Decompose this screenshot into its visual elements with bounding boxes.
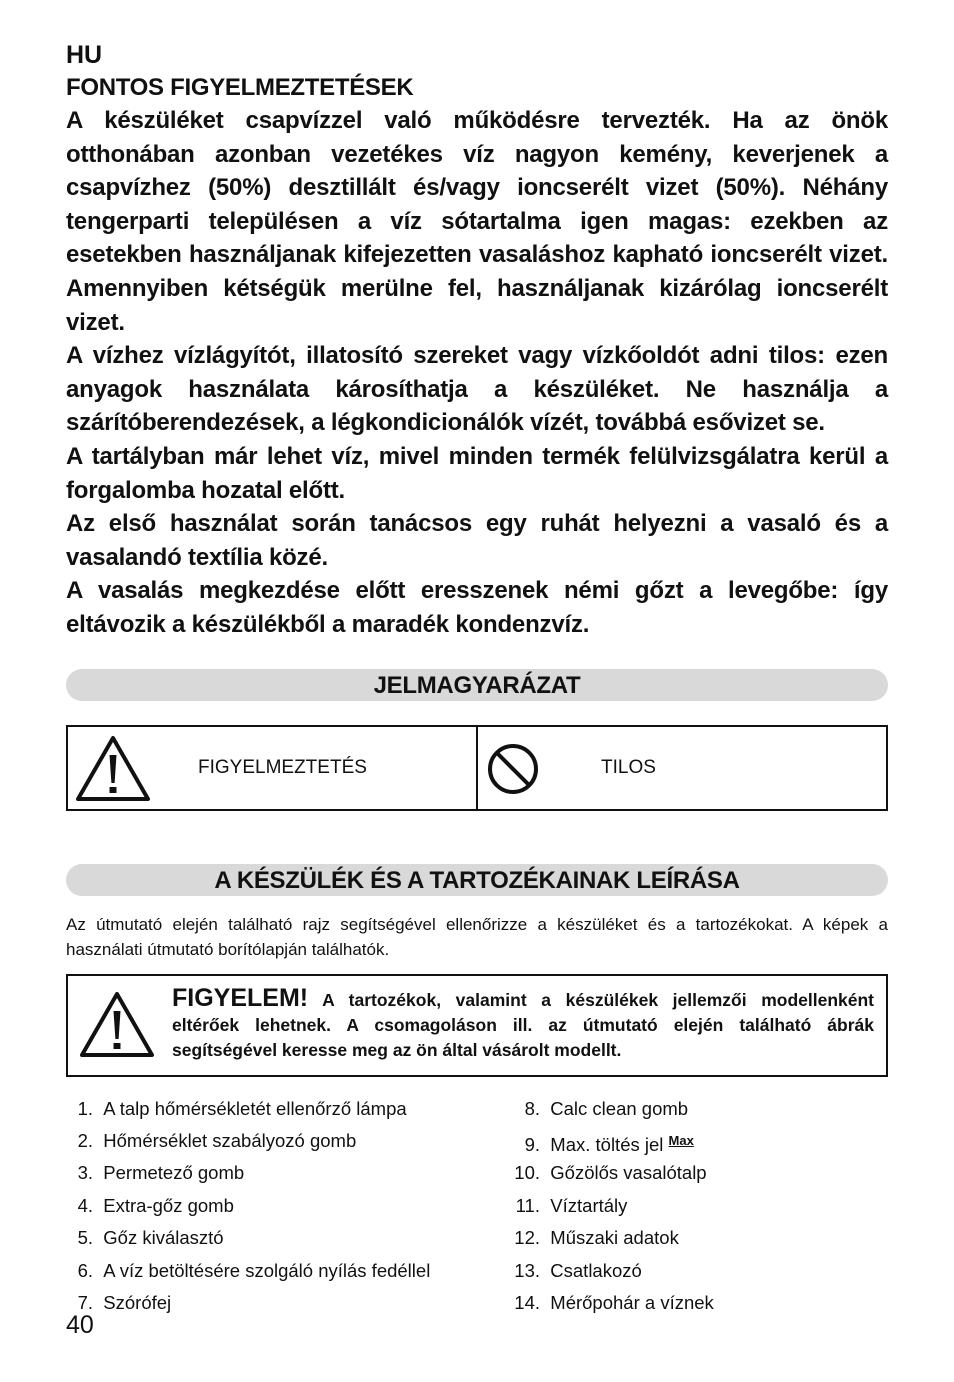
- list-item: 2. Hőmérséklet szabályozó gomb: [77, 1129, 357, 1151]
- prohibited-circle-icon: [486, 742, 540, 796]
- list-item: 1. A talp hőmérsékletét ellenőrző lámpa: [77, 1097, 407, 1119]
- list-item: 8. Calc clean gomb: [524, 1097, 689, 1119]
- list-item: 7. Szórófej: [77, 1291, 172, 1313]
- list-item: 6. A víz betöltésére szolgáló nyílás fedéllel: [77, 1259, 431, 1281]
- warning-paragraph-3: A tartályban már lehet víz, mivel minden termék felülvizsgálatra kerül a forgalomba hozatal előtt.: [66, 442, 888, 504]
- page-number: 40: [66, 1311, 94, 1339]
- list-item: 5. Gőz kiválasztó: [77, 1227, 224, 1249]
- page-content: [66, 40, 888, 1323]
- legend-heading-band: JELMAGYARÁZAT: [66, 669, 888, 701]
- parts-list: [66, 1093, 888, 1323]
- warning-paragraph-5: A vasalás megkezdése előtt eresszenek némi gőzt a levegőbe: így eltávozik a készülékből a maradék kondenzvíz.: [66, 577, 888, 638]
- legend-prohibited-label: TILOS: [601, 756, 656, 778]
- list-item: 10. Gőzölős vasalótalp: [514, 1162, 707, 1184]
- attention-title: FIGYELEM!: [172, 983, 309, 1012]
- attention-body: A tartozékok, valamint a készülékek jellemzői modellenként eltérőek lehetnek. A csomagoláson ill. az útmutató elején található ábrák segítségével keresse meg az ön által vásárolt modellt.: [172, 989, 874, 1060]
- warning-paragraph-2: A vízhez vízlágyítót, illatosító szereket vagy vízkőoldót adni tilos: ezen anyagok használata károsíthatja a készüléket. Ne használja a szárítóberendezések, a légkondicionálók vízét, továbbá esővizet se.: [66, 342, 888, 437]
- warning-paragraph-4: Az első használat során tanácsos egy ruhát helyezni a vasaló és a vasalandó textília közé.: [66, 510, 888, 571]
- description-intro: Az útmutató elején található rajz segítségével ellenőrizze a készüléket és a tartozékokat. A képek a használati útmutató borítólapján találhatók.: [66, 914, 888, 959]
- legend-warning-label: FIGYELMEZTETÉS: [198, 756, 367, 778]
- warning-triangle-icon: [78, 989, 156, 1059]
- list-item: 13. Csatlakozó: [514, 1259, 642, 1281]
- list-item: 14. Mérőpohár a víznek: [514, 1291, 714, 1313]
- language-code: HU: [66, 41, 103, 69]
- legend-table: [66, 725, 888, 811]
- legend-cell-prohibited: [476, 727, 886, 809]
- section-heading-warnings: FONTOS FIGYELMEZTETÉSEK: [66, 74, 414, 101]
- legend-cell-warning: [68, 727, 476, 809]
- warning-triangle-icon: [74, 733, 152, 803]
- warning-paragraph-1: A készüléket csapvízzel való működésre tervezték. Ha az önök otthonában azonban vezetékes víz nagyon kemény, keverjenek a csapvízhez (50%) desztillált és/vagy ioncserélt vizet (50%). Néhány tengerparti településen a víz sótartalma igen magas: ezekben az esetekben használjanak kifejezetten vasaláshoz kapható ioncserélt vizet. Amennyiben kétségük merülne fel, használjanak kizárólag ioncserélt vizet.: [66, 107, 888, 336]
- attention-text: [172, 983, 874, 1063]
- attention-box: [66, 974, 888, 1077]
- list-item: 3. Permetező gomb: [77, 1162, 245, 1184]
- list-item: 9. Max. töltés jel $^{Max}$: [524, 1132, 694, 1155]
- description-heading-band: A KÉSZÜLÉK ÉS A TARTOZÉKAINAK LEÍRÁSA: [66, 864, 888, 896]
- list-item: 11. Víztartály: [515, 1194, 628, 1216]
- max-fill-mark: Max: [668, 1132, 694, 1148]
- list-item: 12. Műszaki adatok: [514, 1227, 679, 1249]
- list-item: 4. Extra-gőz gomb: [77, 1194, 234, 1216]
